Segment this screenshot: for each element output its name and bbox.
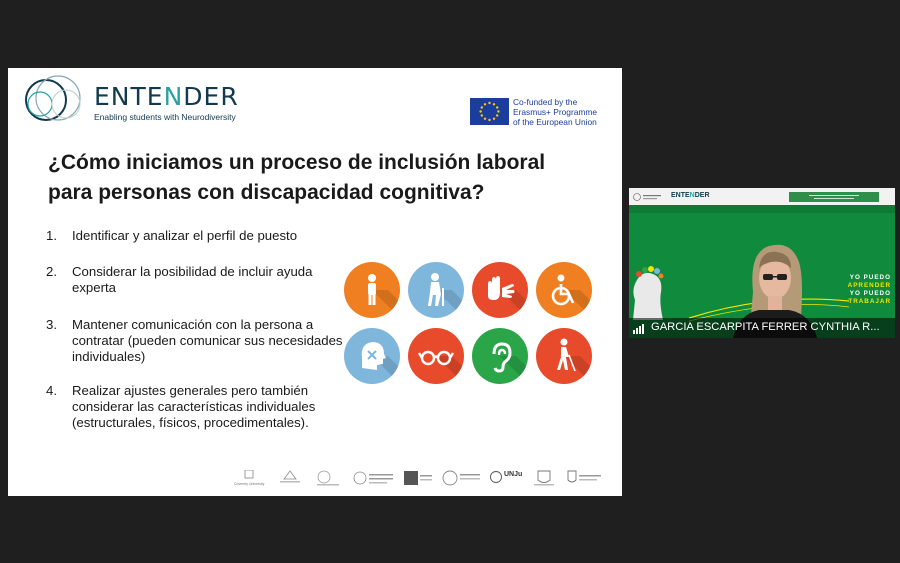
partner-3-logo [314, 469, 342, 487]
coventry-logo: Coventry University [234, 469, 264, 487]
eu-line-1: Co-funded by the [513, 97, 578, 107]
list-item-number: 3. [46, 317, 57, 332]
slogan-line-1: YO PUEDO [849, 274, 891, 281]
partner-logos [234, 467, 604, 491]
partner-5-logo [404, 469, 434, 487]
list-item-text: Identificar y analizar el perfil de puesto [72, 228, 298, 243]
video-header-logo-left [633, 193, 663, 203]
brand-tagline: Enabling students with Neurodiversity [94, 112, 236, 122]
slide-title-line-1: ¿Cómo iniciamos un proceso de inclusión laboral [48, 151, 546, 174]
list-item-text: Mantener comunicación con la persona a contratar (pueden comunicar sus necesidades individuales) [72, 317, 343, 364]
eu-line-3: of the European Union [513, 117, 597, 127]
entender-logo [22, 74, 242, 124]
partner-4-logo [352, 469, 396, 487]
shared-slide [8, 68, 622, 496]
glasses-icon [408, 328, 464, 384]
walking-cane-icon [536, 328, 592, 384]
partner-9-logo [564, 469, 604, 487]
list-item-number: 1. [46, 228, 57, 243]
eu-line-2: Erasmus+ Programme [513, 107, 598, 117]
participant-name-bar [629, 318, 895, 338]
sign-language-icon [472, 262, 528, 318]
erasmus-notice [470, 96, 620, 128]
list-item-number: 2. [46, 264, 57, 279]
partner-2-logo [276, 469, 304, 487]
partner-8-logo [532, 469, 556, 487]
slogan-line-2: APRENDER [847, 282, 891, 289]
ear-icon [472, 328, 528, 384]
cognitive-head-icon [344, 328, 400, 384]
elderly-cane-icon [408, 262, 464, 318]
signal-strength-icon [633, 323, 647, 334]
disability-icons-grid [344, 262, 594, 386]
slide-title-line-2: para personas con discapacidad cognitiva? [48, 181, 485, 204]
video-header-brand: ENTENDER [671, 192, 710, 199]
wheelchair-icon [536, 262, 592, 318]
person-icon [344, 262, 400, 318]
slide-title [48, 148, 608, 208]
list-item-text: Considerar la posibilidad de incluir ayuda experta [72, 264, 313, 295]
list-item-number: 4. [46, 383, 57, 398]
slogan-line-3: YO PUEDO [849, 290, 891, 297]
eu-flag-icon [470, 98, 509, 125]
participant-name: GARCIA ESCARPITA FERRER CYNTHIA R... [651, 321, 880, 333]
slogan-line-4: TRABAJAR [848, 298, 891, 305]
video-slide-header [629, 188, 895, 205]
brand-name: ENTENDER [94, 82, 239, 111]
unju-logo: UNJu [490, 469, 524, 487]
video-header-right [789, 192, 879, 203]
partner-6-logo [442, 469, 482, 487]
bust-statue-image [629, 260, 669, 320]
list-item-text: Realizar ajustes generales pero también considerar las características individuales (estructurales, físicos, procedimentales). [72, 383, 316, 430]
video-slogan [835, 274, 891, 306]
video-green-band [629, 205, 895, 213]
participant-video-tile[interactable] [629, 188, 895, 338]
entender-circles-icon [22, 74, 92, 124]
